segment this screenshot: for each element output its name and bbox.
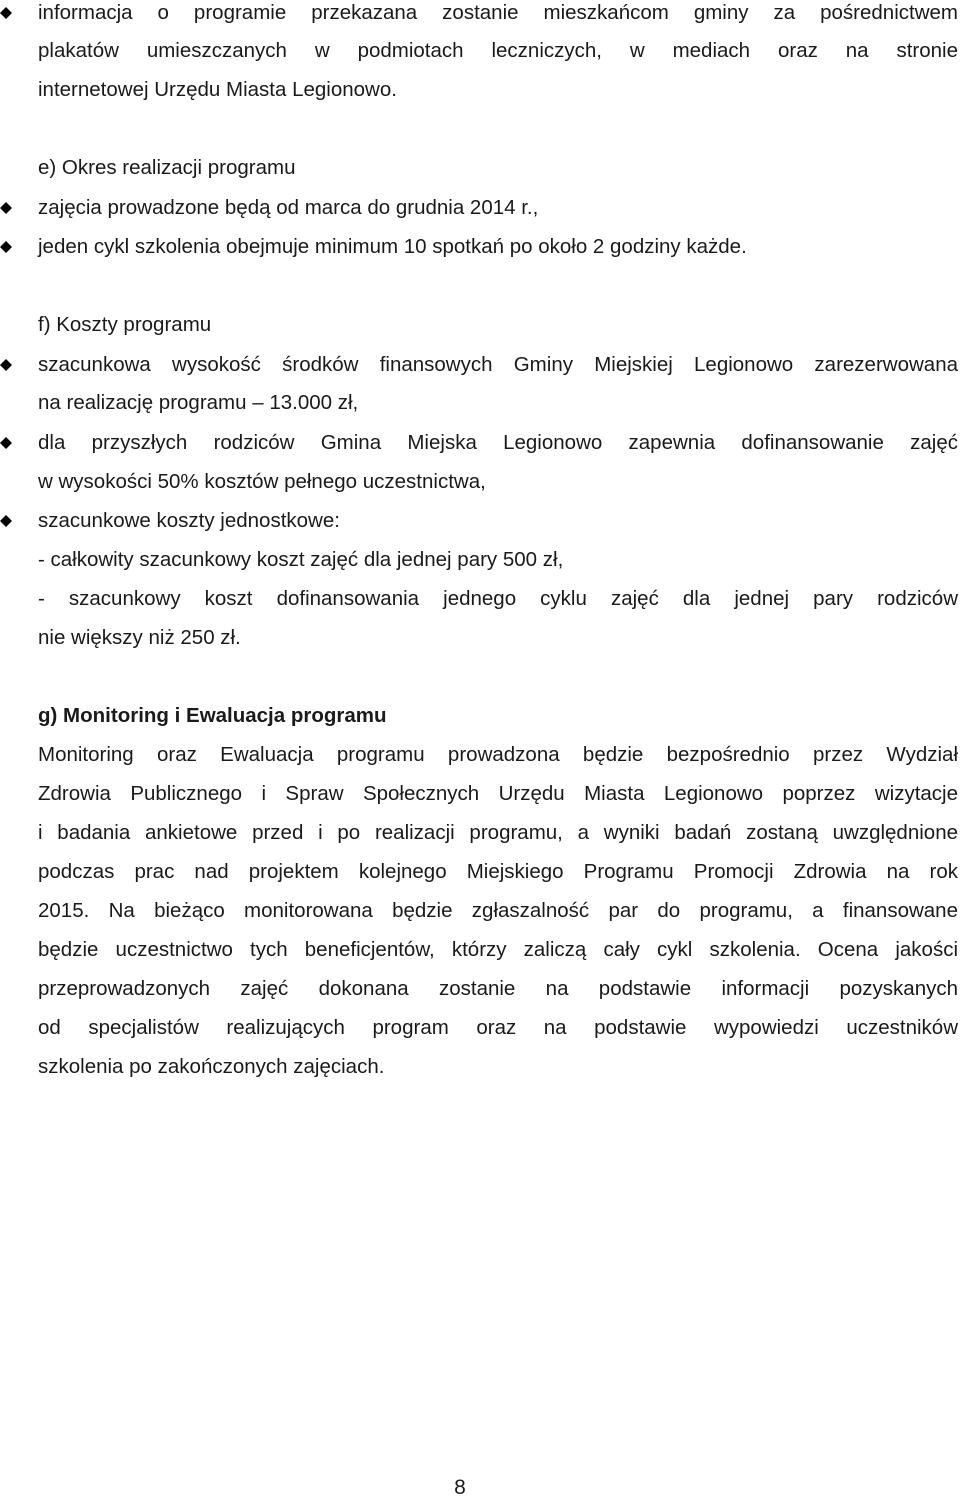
section-e-bullet-1: zajęcia prowadzone będą od marca do grudnia 2014 r.,	[38, 196, 539, 219]
section-f-bullet-1-line-2: na realizację programu – 13.000 zł,	[38, 391, 359, 414]
section-g-paragraph-line-4: podczas prac nad projektem kolejnego Miejskiego Programu Promocji Zdrowia na rok	[38, 860, 958, 883]
section-g-paragraph-line-9: szkolenia po zakończonych zajęciach.	[38, 1055, 385, 1078]
section-f-bullet-3-line-2: - całkowity szacunkowy koszt zajęć dla jednej pary 500 zł,	[38, 548, 564, 571]
section-g-paragraph-line-5: 2015. Na bieżąco monitorowana będzie zgłaszalność par do programu, a finansowane	[38, 899, 958, 922]
diamond-bullet-icon	[0, 515, 12, 527]
diamond-bullet-icon	[0, 437, 12, 449]
section-g-paragraph-line-7: przeprowadzonych zajęć dokonana zostanie na podstawie informacji pozyskanych	[38, 977, 958, 1000]
continuation-line-1: informacja o programie przekazana zostanie mieszkańcom gminy za pośrednictwem	[38, 1, 958, 24]
section-e-bullet-2: jeden cykl szkolenia obejmuje minimum 10 spotkań po około 2 godziny każde.	[38, 235, 747, 258]
continuation-line-2: plakatów umieszczanych w podmiotach leczniczych, w mediach oraz na stronie	[38, 39, 958, 62]
continuation-line-3: internetowej Urzędu Miasta Legionowo.	[38, 78, 397, 101]
diamond-bullet-icon	[0, 7, 12, 19]
section-g-paragraph-line-6: będzie uczestnictwo tych beneficjentów, którzy zaliczą cały cykl szkolenia. Ocena jakości	[38, 938, 958, 961]
diamond-bullet-icon	[0, 202, 12, 214]
section-g-paragraph-line-8: od specjalistów realizujących program oraz na podstawie wypowiedzi uczestników	[38, 1016, 958, 1039]
section-f-bullet-3-line-1: szacunkowe koszty jednostkowe:	[38, 509, 340, 532]
section-f-bullet-3-line-3: - szacunkowy koszt dofinansowania jednego cyklu zajęć dla jednej pary rodziców	[38, 587, 958, 610]
diamond-bullet-icon	[0, 241, 12, 253]
page-number: 8	[454, 1476, 466, 1499]
section-f-bullet-2-line-2: w wysokości 50% kosztów pełnego uczestnictwa,	[38, 470, 486, 493]
section-f-bullet-1-line-1: szacunkowa wysokość środków finansowych Gminy Miejskiej Legionowo zarezerwowana	[38, 353, 958, 376]
section-e-heading: e) Okres realizacji programu	[38, 156, 296, 179]
section-g-paragraph-line-2: Zdrowia Publicznego i Spraw Społecznych Urzędu Miasta Legionowo poprzez wizytacje	[38, 782, 958, 805]
section-f-bullet-3-line-4: nie większy niż 250 zł.	[38, 626, 241, 649]
section-g-paragraph-line-1: Monitoring oraz Ewaluacja programu prowadzona będzie bezpośrednio przez Wydział	[38, 743, 958, 766]
diamond-bullet-icon	[0, 359, 12, 371]
section-g-heading: g) Monitoring i Ewaluacja programu	[38, 704, 387, 727]
section-g-paragraph-line-3: i badania ankietowe przed i po realizacji programu, a wyniki badań zostaną uwzględnione	[38, 821, 958, 844]
section-f-heading: f) Koszty programu	[38, 313, 212, 336]
section-f-bullet-2-line-1: dla przyszłych rodziców Gmina Miejska Legionowo zapewnia dofinansowanie zajęć	[38, 431, 958, 454]
